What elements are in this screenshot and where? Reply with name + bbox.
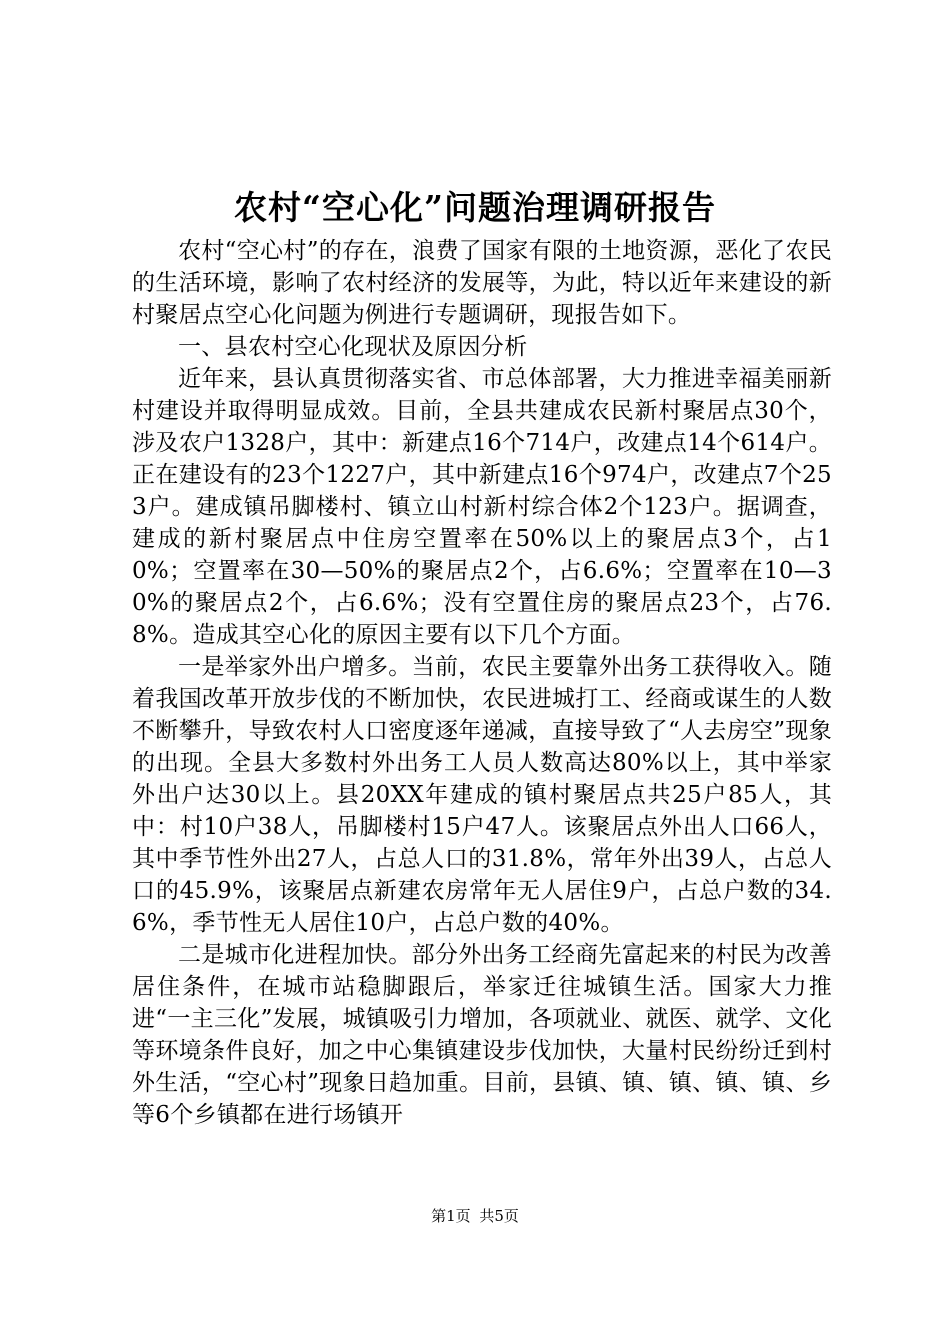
paragraph-reason-two: 二是城市化进程加快。部分外出务工经商先富起来的村民为改善居住条件，在城市站稳脚跟后，举家迁往城镇生活。国家大力推进“一主三化”发展，城镇吸引力增加，各项就业、就医、就学、文化等环境条件良好，加之中心集镇建设步伐加快，大量村民纷纷迁到村外生活，“空心村”现象日趋加重。目前，县镇、镇、镇、镇、镇、乡等6个乡镇都在进行场镇开 <box>132 942 832 1128</box>
page-total: 共5页 <box>479 1207 519 1225</box>
document-body <box>132 235 832 1131</box>
paragraph-intro: 农村“空心村”的存在，浪费了国家有限的土地资源，恶化了农民的生活环境，影响了农村经济的发展等，为此，特以近年来建设的新村聚居点空心化问题为例进行专题调研，现报告如下。 <box>132 238 832 328</box>
document-title: 农村“空心化”问题治理调研报告 <box>234 188 716 227</box>
paragraph-status: 近年来，县认真贯彻落实省、市总体部署，大力推进幸福美丽新村建设并取得明显成效。目前，全县共建成农民新村聚居点30个，涉及农户1328户，其中：新建点16个714户，改建点14个614户。正在建设有的23个1227户，其中新建点16个974户，改建点7个253户。建成镇吊脚楼村、镇立山村新村综合体2个123户。据调查，建成的新村聚居点中住房空置率在50%以上的聚居点3个，占10%；空置率在30—50%的聚居点2个，占6.6%；空置率在10—30%的聚居点2个，占6.6%；没有空置住房的聚居点23个，占76.8%。造成其空心化的原因主要有以下几个方面。 <box>132 366 832 648</box>
section-heading: 一、县农村空心化现状及原因分析 <box>178 334 528 360</box>
page-number: 第1页 <box>431 1207 471 1225</box>
page-footer <box>0 1206 950 1226</box>
paragraph-reason-one: 一是举家外出户增多。当前，农民主要靠外出务工获得收入。随着我国改革开放步伐的不断加快，农民进城打工、经商或谋生的人数不断攀升，导致农村人口密度逐年递减，直接导致了“人去房空”现象的出现。全县大多数村外出务工人员人数高达80%以上，其中举家外出户达30以上。县20XX年建成的镇村聚居点共25户85人，其中：村10户38人，吊脚楼村15户47人。该聚居点外出人口66人，其中季节性外出27人，占总人口的31.8%，常年外出39人，占总人口的45.9%，该聚居点新建农房常年无人居住9户，占总户数的34.6%，季节性无人居住10户，占总户数的40%。 <box>132 654 832 936</box>
